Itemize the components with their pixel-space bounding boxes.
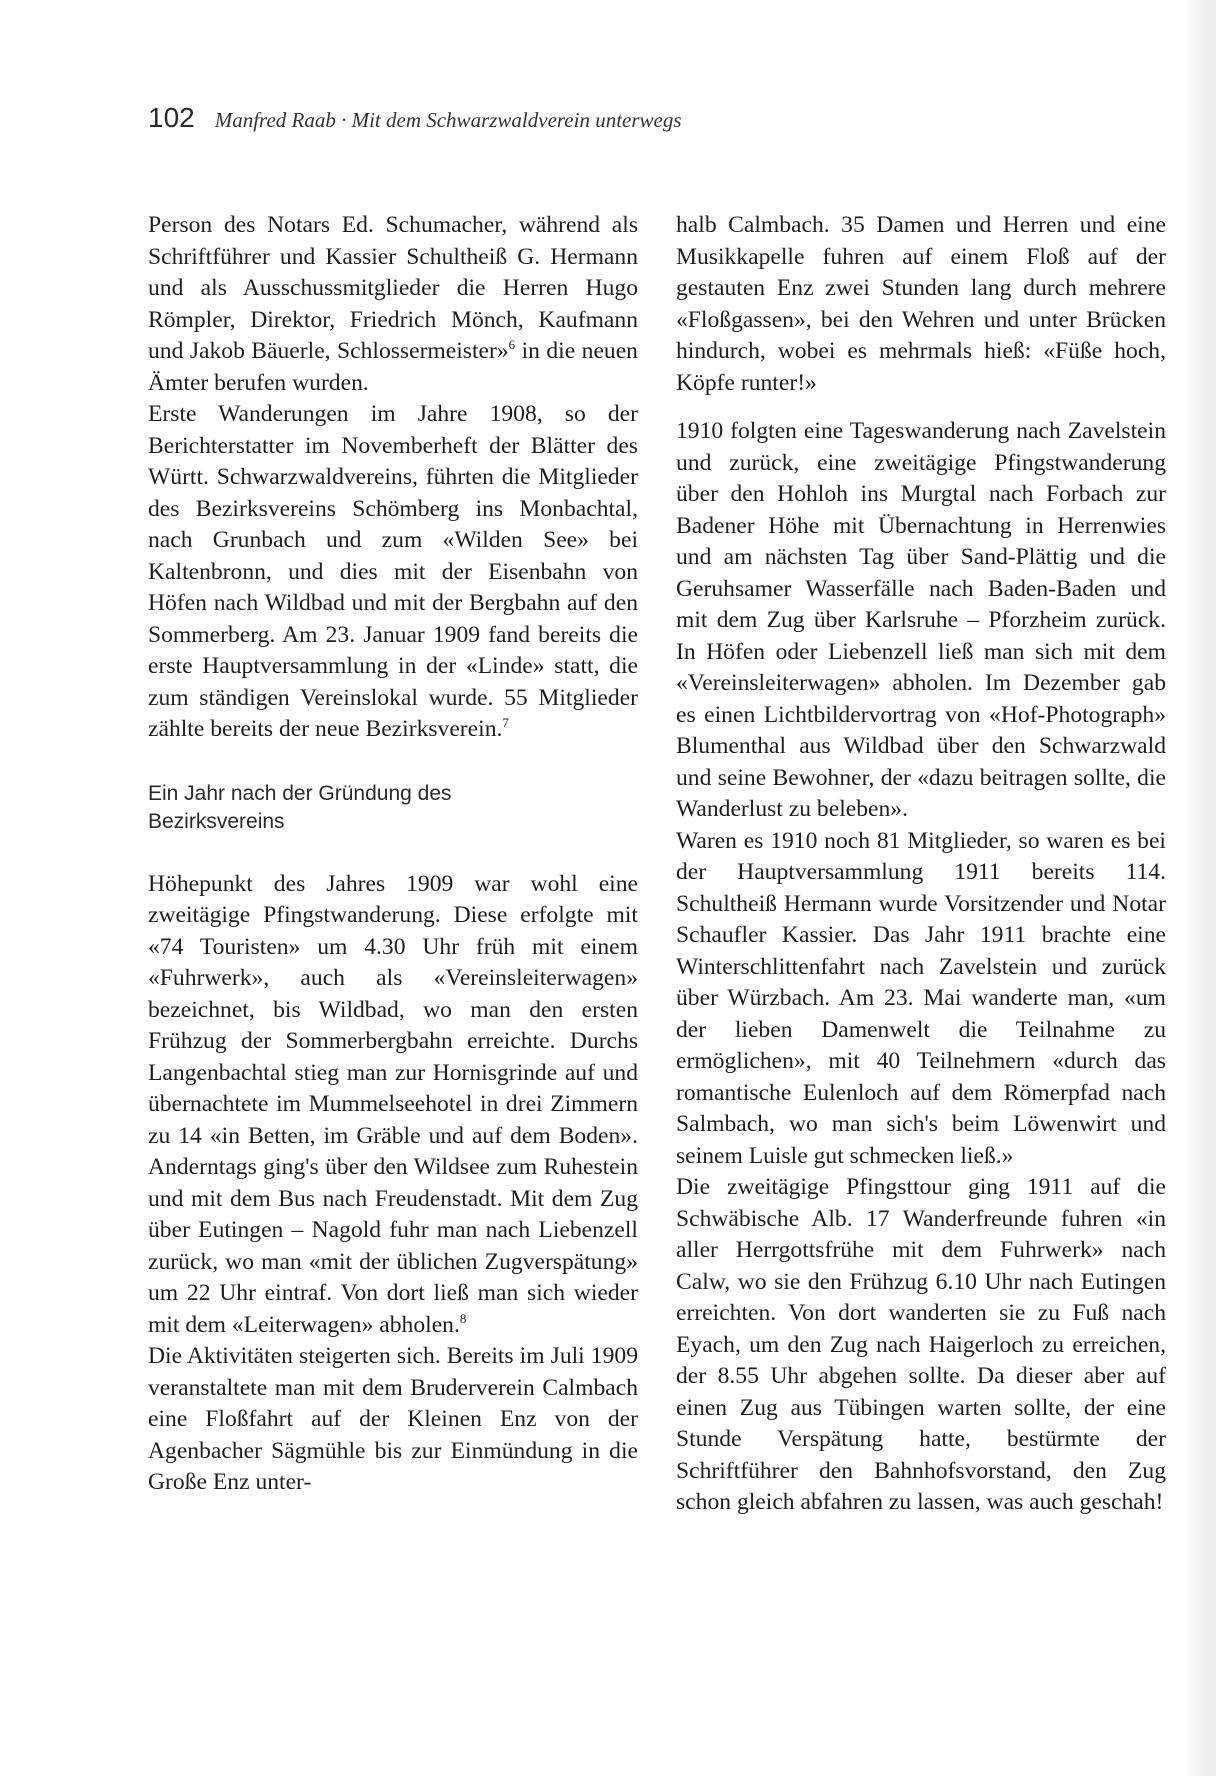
right-column: [676, 210, 1166, 1519]
paragraph-text: Erste Wanderungen im Jahre 1908, so der Berichterstatter im Novemberheft der Blätter des Württ. Schwarzwaldvereins, führten die Mitglieder des Bezirksvereins Schömberg ins Monbachtal, nach Grunbach und zum «Wilden See» bei Kaltenbronn, und dies mit der Eisenbahn von Höfen nach Wildbad und mit der Bergbahn auf den Sommerberg. Am 23. Januar 1909 fand bereits die erste Hauptversammlung in der «Linde» statt, die zum ständigen Vereinslokal wurde. 55 Mitglieder zählte bereits der neue Bezirksverein.: [148, 401, 638, 742]
page-number: 102: [148, 102, 195, 133]
section-heading: Ein Jahr nach der Gründung des Bezirksvereins: [148, 781, 452, 833]
paragraph: [148, 869, 638, 1342]
left-column: [148, 210, 638, 1499]
paragraph: [148, 210, 638, 399]
paragraph: Waren es 1910 noch 81 Mitglieder, so waren es bei der Hauptversammlung 1911 bereits 114. Schultheiß Hermann wurde Vorsitzender und Notar Schaufler Kassier. Das Jahr 1911 brachte eine Winterschlittenfahrt nach Zavelstein und zurück über Würzbach. Am 23. Mai wanderte man, «um der lieben Damenwelt die Teilnahme zu ermöglichen», mit 40 Teilnehmern «durch das romantische Eulenloch auf dem Römerpfad nach Salmbach, wo man sich's beim Löwenwirt und seinem Luisle gut schmecken ließ.»: [676, 827, 1166, 1169]
footnote-marker: 7: [502, 715, 509, 731]
footnote-marker: 8: [459, 1310, 467, 1326]
running-head: Manfred Raab · Mit dem Schwarzwaldverein unterwegs: [214, 108, 682, 132]
footnote-marker: 6: [508, 337, 516, 353]
paragraph-text: in die neuen Ämter berufen wurden.: [148, 338, 638, 396]
paragraph: Die zweitägige Pfingsttour ging 1911 auf die Schwäbische Alb. 17 Wanderfreunde fuhren «in aller Herrgottsfrühe mit dem Fuhrwerk» nach Calw, wo sie den Frühzug 6.10 Uhr nach Eutingen erreichten. Von dort wanderten sie zu Fuß nach Eyach, um den Zug nach Haigerloch zu erreichen, der 8.55 Uhr abgehen sollte. Da dieser aber auf einen Zug aus Tübingen warten sollte, der eine Stunde Verspätung hatte, bestürmte der Schriftführer den Bahnhofsvorstand, den Zug schon gleich abfahren zu lassen, was auch geschah!: [676, 1174, 1166, 1515]
paragraph-text: Höhepunkt des Jahres 1909 war wohl eine zweitägige Pfingstwanderung. Diese erfolgte mit «74 Touristen» um 4.30 Uhr früh mit einem «Fuhrwerk», auch als «Vereinsleiterwagen» bezeichnet, bis Wildbad, wo man den ersten Frühzug der Sommerbergbahn erreichte. Durchs Langenbachtal stieg man zur Hornisgrinde auf und übernachtete im Mummelseehotel in drei Zimmern zu 14 «in Betten, im Gräble und auf dem Boden». Anderntags ging's über den Wildsee zum Ruhestein und mit dem Bus nach Freudenstadt. Mit dem Zug über Eutingen – Nagold fuhr man nach Liebenzell zurück, wo man «mit der üblichen Zugverspätung» um 22 Uhr eintraf. Von dort ließ man sich wieder mit dem «Leiterwagen» abholen.: [148, 870, 638, 1338]
paragraph: halb Calmbach. 35 Damen und Herren und eine Musikkapelle fuhren auf einem Floß auf der gestauten Enz zwei Stunden lang durch mehrere «Floßgassen», bei den Wehren und unter Brücken hindurch, wobei es mehrmals hieß: «Füße hoch, Köpfe runter!»: [676, 212, 1166, 396]
paragraph-text: Person des Notars Ed. Schumacher, während als Schriftführer und Kassier Schultheiß G. Hermann und als Ausschussmitglieder die Herren Hugo Römpler, Direktor, Friedrich Mönch, Kaufmann und Jakob Bäuerle, Schlossermeister»: [148, 212, 638, 364]
paragraph: [148, 399, 638, 746]
paragraph: 1910 folgten eine Tageswanderung nach Zavelstein und zurück, eine zweitägige Pfingstwanderung über den Hohloh ins Murgtal nach Forbach zur Badener Höhe mit Übernachtung in Herrenwies und am nächsten Tag über Sand-Plättig und die Geruhsamer Wasserfälle nach Baden-Baden und mit dem Zug über Karlsruhe – Pforzheim zurück. In Höfen oder Liebenzell ließ man sich mit dem «Vereinsleiterwagen» abholen. Im Dezember gab es einen Lichtbildervortrag von «Hof-Photograph» Blumenthal aus Wildbad über den Schwarzwald und seine Bewohner, der «dazu beitragen sollte, die Wanderlust zu beleben».: [676, 418, 1166, 822]
page-edge-shadow: [1182, 0, 1216, 1776]
paragraph: Die Aktivitäten steigerten sich. Bereits im Juli 1909 veranstaltete man mit dem Bruderverein Calmbach eine Floßfahrt auf der Kleinen Enz von der Agenbacher Sägmühle bis zur Einmündung in die Große Enz unter-: [148, 1343, 638, 1495]
page-header: [148, 102, 682, 134]
